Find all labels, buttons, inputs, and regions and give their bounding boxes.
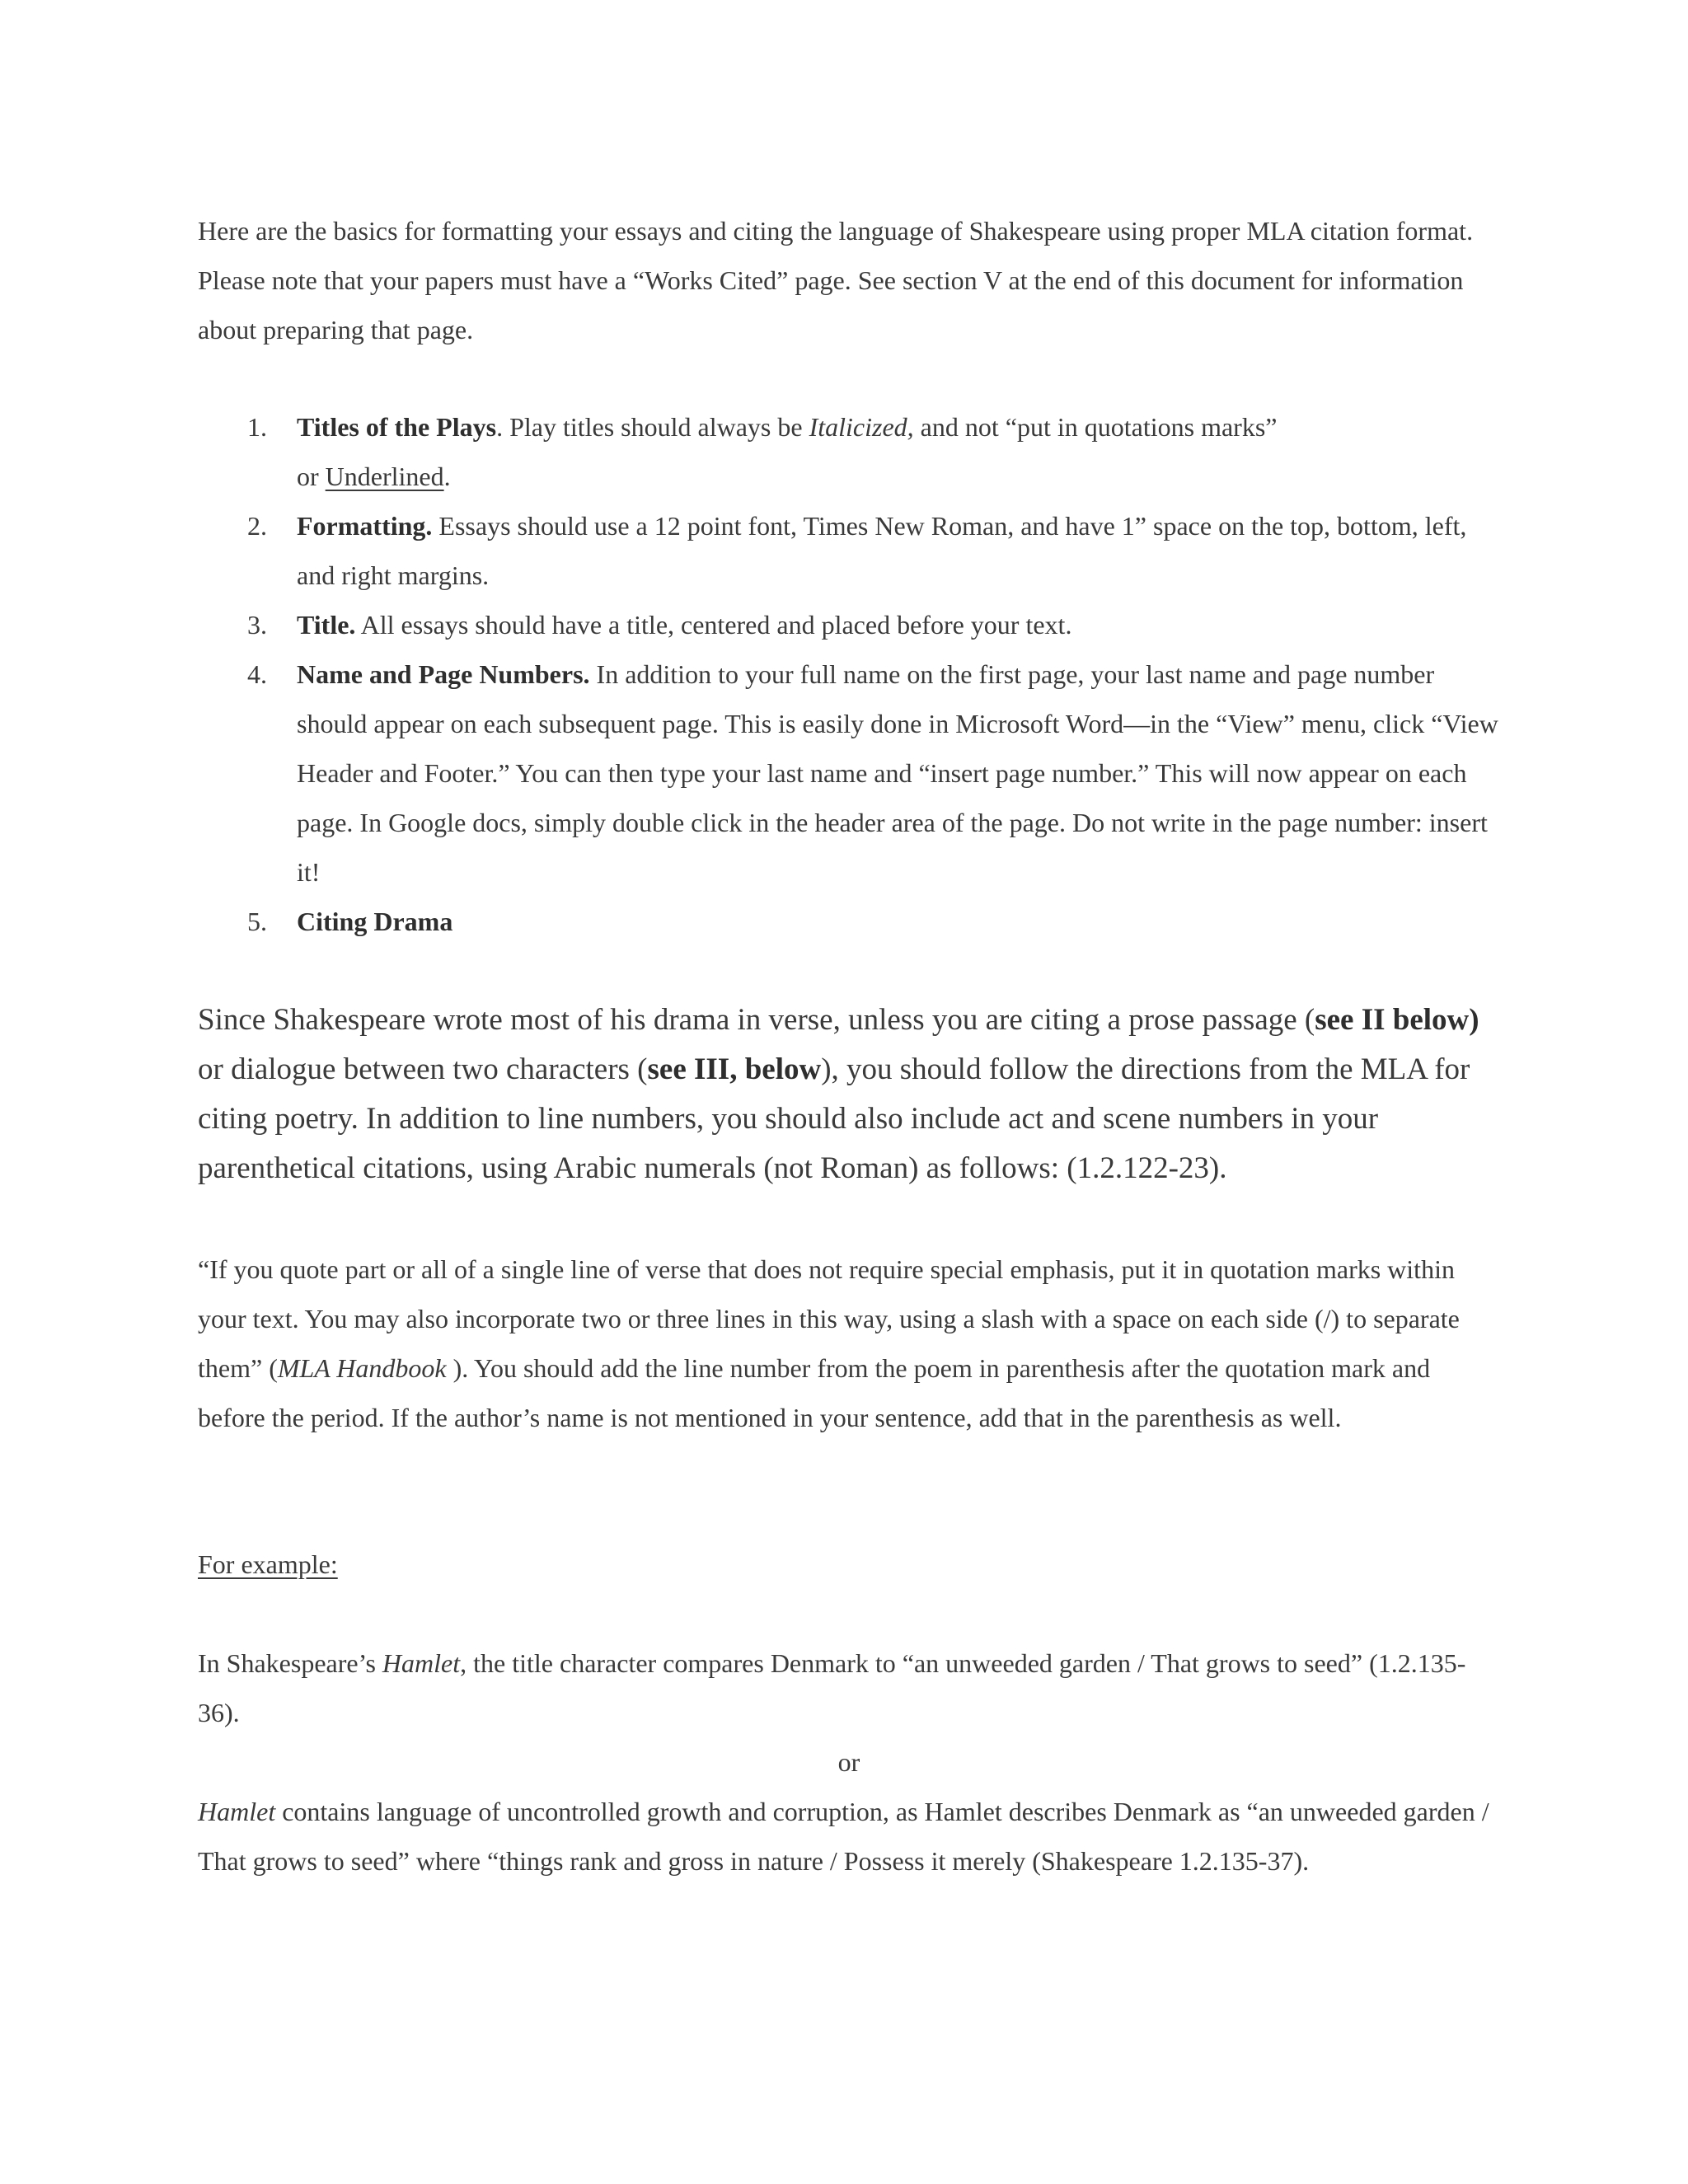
list-number: 5. [247, 907, 267, 936]
paragraph-text: contains language of uncontrolled growth and corruption, as Hamlet describes Denmark as “an unweeded garden / That grows to seed” where “things rank and gross in nature / Possess it merely (Shakespeare 1.2.135-37). [198, 1797, 1489, 1876]
intro-text: Here are the basics for formatting your essays and citing the language of Shakespeare using proper MLA citation format. Please note that your papers must have a “Works Cited” page. See section V at the end of this document for information about preparing that page. [198, 216, 1474, 344]
list-text: . [443, 462, 451, 491]
list-number: 2. [247, 511, 267, 541]
paragraph-text: In Shakespeare’s [198, 1648, 382, 1678]
list-text: . Play titles should always be [496, 412, 809, 442]
paragraph-text: or dialogue between two characters ( [198, 1052, 648, 1086]
example-1 [198, 1638, 1500, 1737]
list-text: and not “put in quotations marks” [913, 412, 1278, 442]
list-heading: Citing Drama [297, 907, 453, 936]
list-text: All essays should have a title, centered and placed before your text. [355, 610, 1072, 640]
example-heading-text: For example: [198, 1549, 338, 1579]
list-text: In addition to your full name on the first page, your last name and page number should appear on each subsequent page. This is easily done in Microsoft Word—in the “View” menu, click “View Header and Footer.” You can then type your last name and “insert page number.” This will now appear on each page. In Google docs, simply double click in the header area of the page. Do not write in the page number: insert it! [297, 659, 1498, 887]
paragraph-text: ). You should add the line number from the poem in parenthesis after the quotation mark and before the period. If the author’s name is not mentioned in your sentence, add that in the parenthesis as well. [198, 1353, 1431, 1432]
list-text: or [297, 462, 326, 491]
list-item-2 [198, 501, 1500, 600]
example-2 [198, 1787, 1500, 1886]
paragraph-text: , the title character compares Denmark to “an unweeded garden / That grows to seed” (1.2.135-36). [198, 1648, 1466, 1727]
list-heading: Name and Page Numbers. [297, 659, 590, 689]
cross-reference: see III, below [647, 1052, 822, 1086]
list-number: 1. [247, 412, 267, 442]
paragraph-text: ), you should follow the directions from the MLA for citing poetry. In addition to line numbers, you should also include act and scene numbers in your parenthetical citations, using Arabic numerals (not Roman) as follows: (1.2.122-23). [198, 1052, 1470, 1185]
italic-title: Hamlet [198, 1797, 276, 1826]
list-item-5 [198, 897, 1500, 946]
list-item-4 [198, 649, 1500, 897]
paragraph-text: “If you quote part or all of a single line of verse that does not require special emphasis, put it in quotation marks within your text. You may also incorporate two or three lines in this way, using a slash with a space on each side (/) to separate them” ( [198, 1254, 1460, 1383]
list-number: 3. [247, 610, 267, 640]
quote-paragraph [198, 1244, 1500, 1442]
italic-title: MLA Handbook [277, 1353, 447, 1383]
drama-paragraph [198, 996, 1500, 1193]
list-heading: Titles of the Plays [297, 412, 497, 442]
list-text: Essays should use a 12 point font, Times New Roman, and have 1” space on the top, bottom, left, and right margins. [297, 511, 1467, 590]
or-separator: or [837, 1747, 860, 1777]
list-number: 4. [247, 659, 267, 689]
italic-term: Italicized, [809, 412, 914, 442]
cross-reference: see II below) [1315, 1003, 1479, 1037]
underlined-term: Underlined [325, 462, 444, 491]
intro-paragraph [198, 206, 1500, 354]
example-heading [198, 1540, 1500, 1589]
list-item-3 [198, 600, 1500, 649]
italic-title: Hamlet [382, 1648, 461, 1678]
list-heading: Formatting. [297, 511, 433, 541]
list-item-1 [198, 402, 1500, 501]
paragraph-text: Since Shakespeare wrote most of his drama in verse, unless you are citing a prose passage ( [198, 1003, 1315, 1037]
list-heading: Title. [297, 610, 356, 640]
